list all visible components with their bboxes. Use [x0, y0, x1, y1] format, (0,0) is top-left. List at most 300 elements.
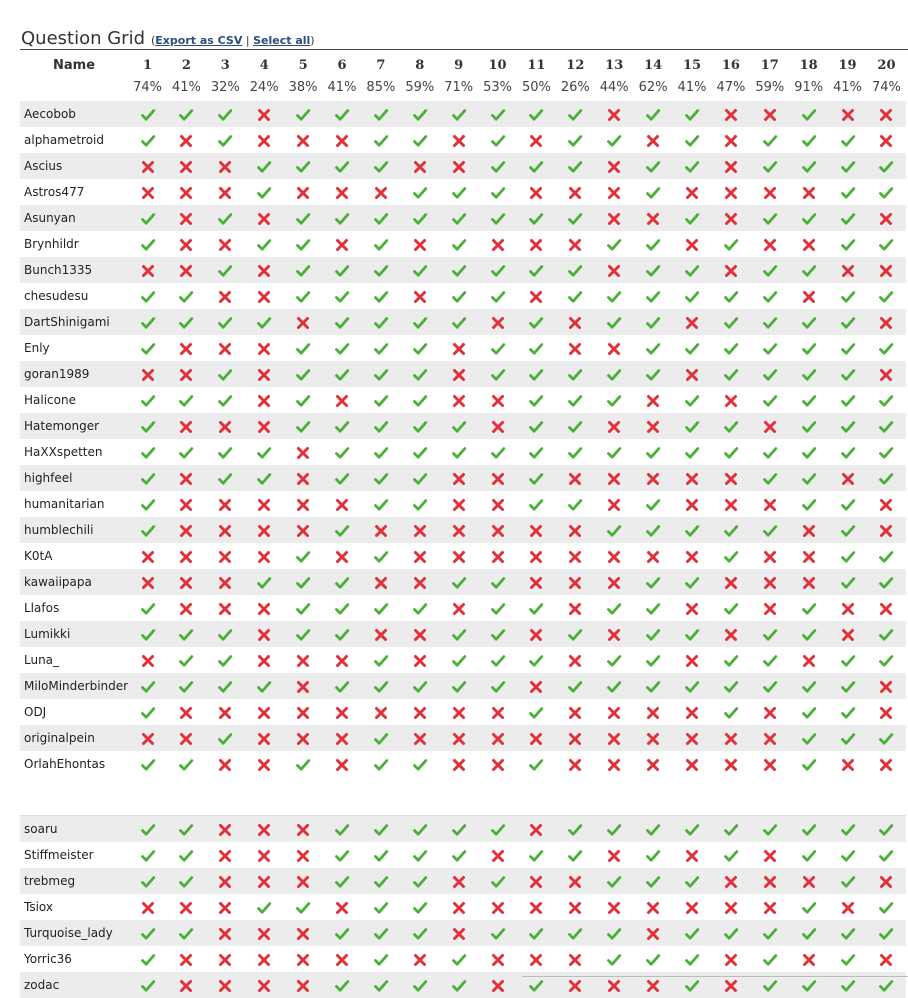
answer-cell: [750, 946, 789, 972]
cross-icon: [567, 315, 583, 331]
question-percentage-15: 41%: [677, 80, 707, 95]
answer-cell: [361, 413, 400, 439]
answer-cell: [634, 205, 673, 231]
question-header-13: 13: [605, 58, 624, 73]
cross-icon: [217, 185, 233, 201]
answer-cell: [867, 647, 906, 673]
answer-cell: [128, 439, 167, 465]
checkmark-icon: [412, 367, 428, 383]
answer-cell: [361, 647, 400, 673]
answer-cell: [711, 465, 750, 491]
answer-cell: [828, 842, 867, 868]
question-header-4: 4: [259, 58, 269, 73]
cross-icon: [178, 367, 194, 383]
answer-cell: [634, 127, 673, 153]
checkmark-icon: [645, 575, 661, 591]
cross-icon: [762, 705, 778, 721]
checkmark-icon: [762, 263, 778, 279]
cross-icon: [762, 757, 778, 773]
answer-cell: [478, 972, 517, 998]
cross-icon: [606, 731, 622, 747]
question-header-6: 6: [337, 58, 347, 73]
answer-cell: [439, 127, 478, 153]
checkmark-icon: [840, 497, 856, 513]
answer-cell: [711, 595, 750, 621]
answer-cell: [517, 517, 556, 543]
answer-cell: [595, 946, 634, 972]
checkmark-icon: [606, 133, 622, 149]
checkmark-icon: [801, 419, 817, 435]
checkmark-icon: [567, 159, 583, 175]
cross-icon: [334, 653, 350, 669]
answer-cell: [323, 491, 362, 517]
cross-icon: [140, 263, 156, 279]
answer-cell: [867, 894, 906, 920]
checkmark-icon: [645, 822, 661, 838]
table-row: [20, 465, 906, 491]
answer-cell: [439, 387, 478, 413]
checkmark-icon: [256, 159, 272, 175]
checkmark-icon: [840, 549, 856, 565]
table-row: [20, 153, 906, 179]
answer-cell: [128, 647, 167, 673]
checkmark-icon: [295, 627, 311, 643]
answer-cell: [673, 491, 712, 517]
checkmark-icon: [256, 445, 272, 461]
answer-cell: [323, 283, 362, 309]
answer-cell: [673, 920, 712, 946]
answer-cell: [750, 725, 789, 751]
answer-cell: [400, 946, 439, 972]
cross-icon: [762, 107, 778, 123]
answer-cell: [789, 179, 828, 205]
answer-cell: [361, 946, 400, 972]
checkmark-icon: [140, 289, 156, 305]
answer-cell: [478, 361, 517, 387]
answer-cell: [595, 205, 634, 231]
answer-cell: [634, 179, 673, 205]
answer-cell: [750, 361, 789, 387]
checkmark-icon: [567, 107, 583, 123]
checkmark-icon: [373, 822, 389, 838]
answer-cell: [400, 543, 439, 569]
checkmark-icon: [334, 874, 350, 890]
cross-icon: [801, 549, 817, 565]
answer-cell: [556, 257, 595, 283]
answer-cell: [361, 335, 400, 361]
checkmark-icon: [451, 419, 467, 435]
answer-cell: [284, 153, 323, 179]
answer-cell: [673, 335, 712, 361]
answer-cell: [478, 868, 517, 894]
checkmark-icon: [840, 367, 856, 383]
answer-cell: [595, 868, 634, 894]
answer-cell: [517, 491, 556, 517]
answer-cell: [867, 920, 906, 946]
checkmark-icon: [645, 627, 661, 643]
checkmark-icon: [801, 263, 817, 279]
checkmark-icon: [373, 393, 389, 409]
checkmark-icon: [490, 341, 506, 357]
answer-cell: [245, 920, 284, 946]
checkmark-icon: [606, 874, 622, 890]
checkmark-icon: [140, 393, 156, 409]
answer-cell: [478, 595, 517, 621]
question-header-12: 12: [566, 58, 585, 73]
answer-cell: [284, 946, 323, 972]
answer-cell: [245, 946, 284, 972]
cross-icon: [878, 523, 894, 539]
checkmark-icon: [645, 679, 661, 695]
answer-cell: [517, 439, 556, 465]
answer-cell: [828, 257, 867, 283]
answer-cell: [517, 751, 556, 777]
checkmark-icon: [490, 133, 506, 149]
checkmark-icon: [295, 367, 311, 383]
checkmark-icon: [801, 445, 817, 461]
answer-cell: [673, 946, 712, 972]
answer-cell: [711, 517, 750, 543]
participant-name: Halicone: [20, 387, 128, 413]
answer-cell: [128, 725, 167, 751]
participant-name: HaXXspetten: [20, 439, 128, 465]
cross-icon: [373, 185, 389, 201]
cross-icon: [373, 627, 389, 643]
answer-cell: [556, 699, 595, 725]
answer-cell: [245, 972, 284, 998]
checkmark-icon: [334, 926, 350, 942]
answer-cell: [867, 101, 906, 127]
answer-cell: [867, 868, 906, 894]
export-csv-link[interactable]: Export as CSV: [155, 34, 243, 47]
cross-icon: [567, 341, 583, 357]
answer-cell: [595, 920, 634, 946]
checkmark-icon: [762, 367, 778, 383]
answer-cell: [478, 413, 517, 439]
answer-cell: [439, 842, 478, 868]
answer-cell: [634, 647, 673, 673]
checkmark-icon: [451, 445, 467, 461]
cross-icon: [334, 757, 350, 773]
checkmark-icon: [645, 107, 661, 123]
answer-cell: [867, 621, 906, 647]
answer-cell: [828, 647, 867, 673]
answer-cell: [750, 335, 789, 361]
participant-name: Bunch1335: [20, 257, 128, 283]
answer-cell: [245, 647, 284, 673]
answer-cell: [595, 816, 634, 843]
cross-icon: [567, 523, 583, 539]
question-percentage-20: 74%: [872, 80, 901, 95]
answer-cell: [206, 283, 245, 309]
checkmark-icon: [451, 211, 467, 227]
cross-icon: [295, 978, 311, 994]
answer-cell: [711, 569, 750, 595]
checkmark-icon: [412, 471, 428, 487]
checkmark-icon: [140, 848, 156, 864]
cross-icon: [528, 575, 544, 591]
answer-cell: [206, 413, 245, 439]
answer-cell: [828, 725, 867, 751]
answer-cell: [206, 439, 245, 465]
answer-cell: [750, 439, 789, 465]
checkmark-icon: [334, 107, 350, 123]
checkmark-icon: [412, 874, 428, 890]
answer-cell: [634, 543, 673, 569]
cross-icon: [801, 952, 817, 968]
question-header-3: 3: [220, 58, 230, 73]
answer-cell: [245, 543, 284, 569]
answer-cell: [361, 465, 400, 491]
answer-cell: [361, 205, 400, 231]
checkmark-icon: [373, 471, 389, 487]
answer-cell: [400, 257, 439, 283]
answer-cell: [206, 257, 245, 283]
cross-icon: [723, 900, 739, 916]
cross-icon: [256, 705, 272, 721]
cross-icon: [606, 107, 622, 123]
cross-icon: [451, 497, 467, 513]
cross-icon: [178, 575, 194, 591]
answer-cell: [323, 257, 362, 283]
cross-icon: [451, 159, 467, 175]
answer-cell: [673, 647, 712, 673]
answer-cell: [361, 231, 400, 257]
answer-cell: [556, 361, 595, 387]
checkmark-icon: [490, 445, 506, 461]
answer-cell: [284, 439, 323, 465]
answer-cell: [439, 595, 478, 621]
answer-cell: [206, 179, 245, 205]
checkmark-icon: [178, 393, 194, 409]
cross-icon: [178, 497, 194, 513]
answer-cell: [789, 816, 828, 843]
answer-cell: [323, 309, 362, 335]
answer-cell: [478, 699, 517, 725]
answer-cell: [439, 816, 478, 843]
cross-icon: [256, 952, 272, 968]
checkmark-icon: [606, 315, 622, 331]
cross-icon: [840, 900, 856, 916]
answer-cell: [556, 231, 595, 257]
checkmark-icon: [140, 315, 156, 331]
answer-cell: [711, 179, 750, 205]
answer-cell: [867, 283, 906, 309]
cross-icon: [723, 627, 739, 643]
cross-icon: [295, 952, 311, 968]
cross-icon: [256, 731, 272, 747]
answer-cell: [128, 751, 167, 777]
answer-cell: [673, 569, 712, 595]
checkmark-icon: [684, 211, 700, 227]
answer-cell: [361, 595, 400, 621]
answer-cell: [828, 569, 867, 595]
cross-icon: [606, 497, 622, 513]
cross-icon: [295, 679, 311, 695]
answer-cell: [400, 972, 439, 998]
checkmark-icon: [451, 978, 467, 994]
participant-name: goran1989: [20, 361, 128, 387]
answer-cell: [595, 335, 634, 361]
cross-icon: [723, 185, 739, 201]
checkmark-icon: [684, 627, 700, 643]
answer-cell: [867, 335, 906, 361]
answer-cell: [478, 673, 517, 699]
answer-cell: [128, 465, 167, 491]
answer-cell: [711, 283, 750, 309]
cross-icon: [878, 952, 894, 968]
answer-cell: [245, 257, 284, 283]
answer-cell: [789, 725, 828, 751]
checkmark-icon: [412, 185, 428, 201]
checkmark-icon: [840, 575, 856, 591]
answer-cell: [750, 868, 789, 894]
answer-cell: [867, 543, 906, 569]
checkmark-icon: [878, 822, 894, 838]
answer-cell: [439, 894, 478, 920]
question-percentage-8: 59%: [405, 80, 435, 95]
participant-name: soaru: [20, 816, 128, 843]
answer-cell: [517, 868, 556, 894]
answer-cell: [284, 595, 323, 621]
answer-cell: [634, 231, 673, 257]
answer-cell: [517, 413, 556, 439]
answer-cell: [828, 153, 867, 179]
answer-cell: [556, 920, 595, 946]
answer-cell: [634, 257, 673, 283]
question-header-20: 20: [877, 58, 896, 73]
answer-cell: [673, 673, 712, 699]
checkmark-icon: [334, 315, 350, 331]
answer-cell: [478, 725, 517, 751]
checkmark-icon: [217, 315, 233, 331]
answer-cell: [595, 725, 634, 751]
answer-cell: [517, 816, 556, 843]
answer-cell: [750, 842, 789, 868]
cross-icon: [878, 211, 894, 227]
answer-cell: [284, 543, 323, 569]
checkmark-icon: [528, 926, 544, 942]
checkmark-icon: [334, 367, 350, 383]
checkmark-icon: [217, 263, 233, 279]
participant-name: alphametroid: [20, 127, 128, 153]
table-row: [20, 673, 906, 699]
answer-cell: [556, 946, 595, 972]
answer-cell: [400, 842, 439, 868]
checkmark-icon: [840, 978, 856, 994]
answer-cell: [284, 920, 323, 946]
checkmark-icon: [723, 679, 739, 695]
cross-icon: [373, 575, 389, 591]
answer-cell: [789, 127, 828, 153]
checkmark-icon: [140, 237, 156, 253]
checkmark-icon: [684, 679, 700, 695]
select-all-link[interactable]: Select all: [253, 34, 311, 47]
answer-cell: [128, 946, 167, 972]
checkmark-icon: [140, 627, 156, 643]
cross-icon: [217, 523, 233, 539]
participant-name: humanitarian: [20, 491, 128, 517]
question-header-17: 17: [760, 58, 779, 73]
answer-cell: [361, 517, 400, 543]
answer-cell: [245, 491, 284, 517]
checkmark-icon: [528, 445, 544, 461]
checkmark-icon: [217, 653, 233, 669]
answer-cell: [245, 569, 284, 595]
answer-cell: [828, 101, 867, 127]
checkmark-icon: [373, 315, 389, 331]
checkmark-icon: [140, 822, 156, 838]
answer-cell: [400, 387, 439, 413]
table-row: [20, 842, 906, 868]
answer-cell: [284, 972, 323, 998]
answer-cell: [828, 491, 867, 517]
checkmark-icon: [140, 601, 156, 617]
answer-cell: [711, 101, 750, 127]
answer-cell: [517, 127, 556, 153]
checkmark-icon: [567, 133, 583, 149]
cross-icon: [295, 185, 311, 201]
cross-icon: [567, 575, 583, 591]
cross-icon: [723, 263, 739, 279]
cross-icon: [490, 237, 506, 253]
answer-cell: [478, 257, 517, 283]
answer-cell: [867, 673, 906, 699]
cross-icon: [645, 471, 661, 487]
cross-icon: [567, 237, 583, 253]
cross-icon: [878, 705, 894, 721]
answer-cell: [828, 673, 867, 699]
checkmark-icon: [373, 679, 389, 695]
answer-cell: [323, 699, 362, 725]
table-row: [20, 543, 906, 569]
checkmark-icon: [723, 848, 739, 864]
question-percentage-18: 91%: [794, 80, 824, 95]
answer-cell: [167, 231, 206, 257]
answer-cell: [206, 946, 245, 972]
checkmark-icon: [762, 978, 778, 994]
cross-icon: [684, 601, 700, 617]
cross-icon: [256, 627, 272, 643]
answer-cell: [517, 231, 556, 257]
answer-cell: [867, 699, 906, 725]
checkmark-icon: [412, 848, 428, 864]
answer-cell: [517, 647, 556, 673]
answer-cell: [517, 621, 556, 647]
checkmark-icon: [140, 926, 156, 942]
answer-cell: [828, 205, 867, 231]
cross-icon: [140, 575, 156, 591]
answer-cell: [750, 621, 789, 647]
cross-icon: [490, 549, 506, 565]
answer-cell: [828, 816, 867, 843]
answer-cell: [634, 101, 673, 127]
checkmark-icon: [645, 952, 661, 968]
answer-cell: [284, 517, 323, 543]
cross-icon: [840, 107, 856, 123]
checkmark-icon: [801, 315, 817, 331]
checkmark-icon: [762, 679, 778, 695]
checkmark-icon: [178, 315, 194, 331]
checkmark-icon: [645, 315, 661, 331]
answer-cell: [284, 179, 323, 205]
answer-cell: [206, 491, 245, 517]
checkmark-icon: [723, 653, 739, 669]
checkmark-icon: [178, 289, 194, 305]
checkmark-icon: [412, 107, 428, 123]
answer-cell: [711, 816, 750, 843]
answer-cell: [323, 673, 362, 699]
